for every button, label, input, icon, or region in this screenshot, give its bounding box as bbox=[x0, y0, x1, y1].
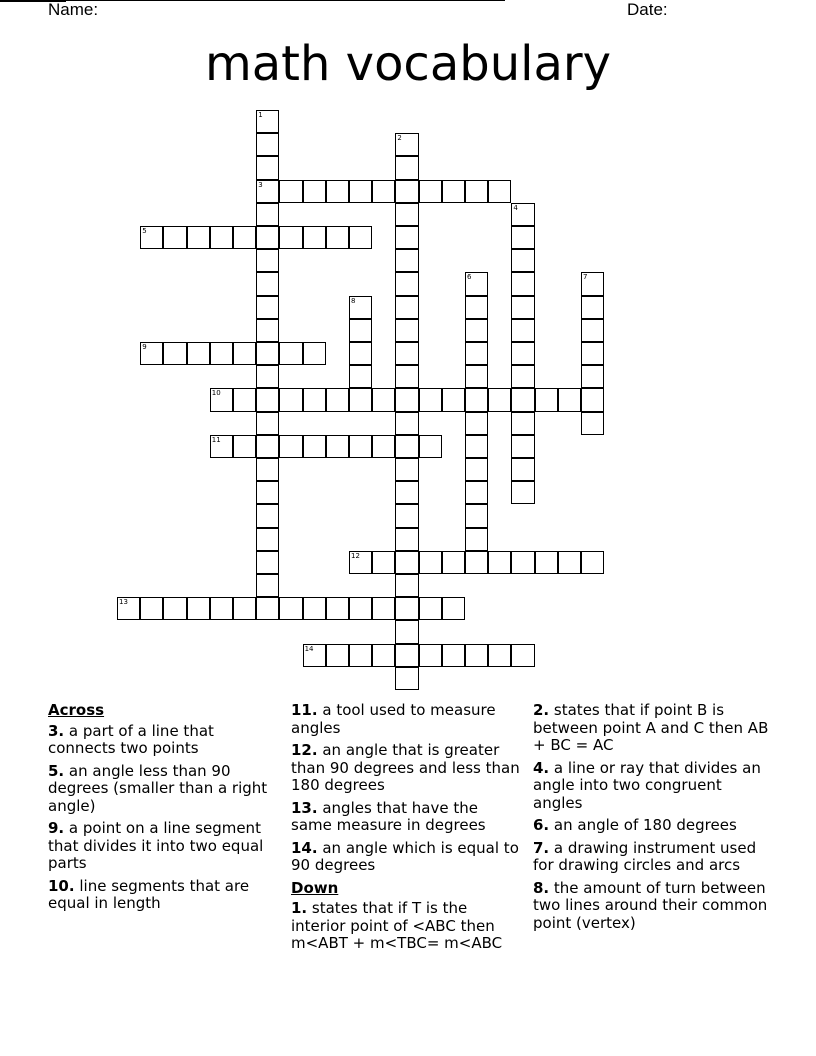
crossword-cell[interactable] bbox=[395, 203, 418, 226]
crossword-cell[interactable] bbox=[511, 644, 534, 667]
crossword-cell[interactable] bbox=[488, 180, 511, 203]
crossword-cell[interactable] bbox=[465, 365, 488, 388]
crossword-cell[interactable] bbox=[395, 296, 418, 319]
crossword-cell[interactable] bbox=[256, 319, 279, 342]
name-label: Name: bbox=[48, 0, 99, 19]
crossword-cell[interactable] bbox=[511, 272, 534, 295]
clue-number: 5 bbox=[142, 227, 147, 235]
crossword-cell[interactable] bbox=[395, 156, 418, 179]
crossword-cell[interactable] bbox=[140, 597, 163, 620]
clue-across-14: 14. an angle which is equal to 90 degrees bbox=[291, 838, 519, 874]
crossword-cell[interactable] bbox=[395, 180, 418, 203]
crossword-cell[interactable] bbox=[395, 481, 418, 504]
crossword-cell[interactable] bbox=[511, 342, 534, 365]
crossword-cell[interactable] bbox=[465, 551, 488, 574]
crossword-cell[interactable] bbox=[256, 272, 279, 295]
crossword-cell[interactable] bbox=[511, 481, 534, 504]
crossword-cell[interactable] bbox=[256, 528, 279, 551]
crossword-cell[interactable] bbox=[442, 644, 465, 667]
crossword-cell[interactable] bbox=[256, 504, 279, 527]
crossword-cell[interactable] bbox=[372, 388, 395, 411]
clues-column-3 bbox=[533, 702, 769, 937]
crossword-cell[interactable] bbox=[581, 319, 604, 342]
crossword-cell[interactable] bbox=[349, 597, 372, 620]
crossword-cell[interactable] bbox=[395, 528, 418, 551]
crossword-cell[interactable] bbox=[326, 226, 349, 249]
crossword-cell[interactable] bbox=[279, 597, 302, 620]
crossword-cell[interactable] bbox=[372, 435, 395, 458]
crossword-cell[interactable] bbox=[395, 597, 418, 620]
crossword-cell[interactable] bbox=[303, 226, 326, 249]
crossword-cell[interactable] bbox=[256, 481, 279, 504]
clue-down-4: 4. a line or ray that divides an angle into two congruent angles bbox=[533, 758, 761, 812]
clue-across-13: 13. angles that have the same measure in degrees bbox=[291, 798, 486, 834]
crossword-cell[interactable] bbox=[558, 551, 581, 574]
clue-number: 4 bbox=[513, 203, 518, 212]
clue-down-8: 8. the amount of turn between two lines around their common point (vertex) bbox=[533, 878, 768, 932]
crossword-cell[interactable] bbox=[303, 435, 326, 458]
crossword-cell[interactable] bbox=[349, 180, 372, 203]
crossword-cell[interactable] bbox=[256, 249, 279, 272]
crossword-cell[interactable] bbox=[395, 365, 418, 388]
crossword-cell[interactable] bbox=[233, 388, 256, 411]
crossword-cell[interactable] bbox=[256, 226, 279, 249]
crossword-cell[interactable] bbox=[256, 296, 279, 319]
crossword-cell[interactable] bbox=[372, 180, 395, 203]
crossword-cell[interactable] bbox=[163, 342, 186, 365]
down-heading: Down bbox=[291, 878, 339, 897]
crossword-cell[interactable] bbox=[256, 342, 279, 365]
crossword-cell[interactable] bbox=[419, 180, 442, 203]
crossword-cell[interactable] bbox=[581, 365, 604, 388]
clue-across-9: 9. a point on a line segment that divides it into two equal parts bbox=[48, 819, 264, 872]
crossword-cell[interactable] bbox=[511, 388, 534, 411]
crossword-cell[interactable] bbox=[395, 249, 418, 272]
clue-number: 9 bbox=[142, 343, 147, 351]
clue-number: 10 bbox=[211, 389, 221, 398]
crossword-cell[interactable] bbox=[326, 435, 349, 458]
crossword-cell[interactable] bbox=[419, 551, 442, 574]
crossword-cell[interactable] bbox=[210, 226, 233, 249]
crossword-cell[interactable] bbox=[210, 597, 233, 620]
crossword-cell[interactable] bbox=[488, 551, 511, 574]
crossword-cell[interactable] bbox=[256, 203, 279, 226]
crossword-cell[interactable] bbox=[279, 342, 302, 365]
crossword-cell[interactable] bbox=[581, 412, 604, 435]
crossword-cell[interactable] bbox=[326, 388, 349, 411]
crossword-cell[interactable] bbox=[256, 458, 279, 481]
crossword-cell[interactable] bbox=[372, 644, 395, 667]
crossword-cell[interactable] bbox=[303, 388, 326, 411]
clue-across-11: 11. a tool used to measure angles bbox=[291, 701, 496, 737]
crossword-cell[interactable] bbox=[349, 319, 372, 342]
crossword-cell[interactable] bbox=[581, 342, 604, 365]
crossword-cell[interactable] bbox=[349, 226, 372, 249]
crossword-cell[interactable] bbox=[465, 504, 488, 527]
crossword-cell[interactable] bbox=[326, 644, 349, 667]
crossword-cell[interactable] bbox=[395, 226, 418, 249]
crossword-cell[interactable] bbox=[279, 388, 302, 411]
crossword-cell[interactable] bbox=[465, 644, 488, 667]
crossword-cell[interactable] bbox=[395, 504, 418, 527]
clue-number: 2 bbox=[397, 134, 402, 143]
crossword-cell[interactable] bbox=[395, 551, 418, 574]
crossword-cell[interactable] bbox=[535, 388, 558, 411]
clue-down-1: 1. states that if T is the interior point of <ABC then m<ABT + m<TBC= m<ABC bbox=[291, 899, 503, 952]
crossword-cell[interactable] bbox=[163, 226, 186, 249]
crossword-cell[interactable] bbox=[581, 551, 604, 574]
crossword-cell[interactable] bbox=[465, 180, 488, 203]
crossword-cell[interactable] bbox=[465, 458, 488, 481]
crossword-cell[interactable] bbox=[488, 388, 511, 411]
crossword-cell[interactable] bbox=[395, 667, 418, 690]
crossword-cell[interactable] bbox=[465, 342, 488, 365]
crossword-cell[interactable] bbox=[511, 435, 534, 458]
clue-down-6: 6. an angle of 180 degrees bbox=[533, 816, 737, 834]
crossword-cell[interactable] bbox=[233, 226, 256, 249]
crossword-cell[interactable] bbox=[303, 342, 326, 365]
clue-down-7: 7. a drawing instrument used for drawing circles and arcs bbox=[533, 838, 757, 874]
crossword-cell[interactable] bbox=[511, 551, 534, 574]
crossword-cell[interactable] bbox=[395, 620, 418, 643]
crossword-cell[interactable] bbox=[419, 644, 442, 667]
clue-number: 6 bbox=[467, 273, 472, 282]
crossword-cell[interactable] bbox=[581, 296, 604, 319]
crossword-cell[interactable] bbox=[558, 388, 581, 411]
crossword-cell[interactable] bbox=[395, 272, 418, 295]
crossword-cell[interactable] bbox=[279, 226, 302, 249]
crossword-cell[interactable] bbox=[581, 388, 604, 411]
clue-across-3: 3. a part of a line that connects two points bbox=[48, 721, 214, 757]
clue-number: 7 bbox=[583, 273, 588, 282]
crossword-cell[interactable] bbox=[233, 435, 256, 458]
crossword-cell[interactable] bbox=[279, 180, 302, 203]
clue-across-12: 12. an angle that is greater than 90 degrees and less than 180 degrees bbox=[291, 741, 520, 794]
crossword-cell[interactable] bbox=[465, 481, 488, 504]
crossword-cell[interactable] bbox=[511, 365, 534, 388]
clues-column-2 bbox=[291, 702, 523, 958]
crossword-cell[interactable] bbox=[419, 388, 442, 411]
clue-number: 12 bbox=[351, 551, 360, 560]
clue-down-2: 2. states that if point B is between point A and C then AB + BC = AC bbox=[533, 701, 769, 754]
crossword-cell[interactable] bbox=[465, 388, 488, 411]
crossword-cell[interactable] bbox=[535, 551, 558, 574]
crossword-cell[interactable] bbox=[372, 597, 395, 620]
crossword-cell[interactable] bbox=[395, 458, 418, 481]
crossword-cell[interactable] bbox=[395, 435, 418, 458]
crossword-cell[interactable] bbox=[163, 597, 186, 620]
crossword-cell[interactable] bbox=[256, 551, 279, 574]
crossword-cell[interactable] bbox=[442, 597, 465, 620]
crossword-cell[interactable] bbox=[210, 342, 233, 365]
crossword-cell[interactable] bbox=[256, 388, 279, 411]
crossword-cell[interactable] bbox=[256, 574, 279, 597]
crossword-cell[interactable] bbox=[326, 597, 349, 620]
crossword-cell[interactable] bbox=[395, 644, 418, 667]
crossword-cell[interactable] bbox=[465, 528, 488, 551]
date-label: Date: bbox=[627, 0, 668, 19]
clue-number: 1 bbox=[258, 111, 263, 119]
crossword-cell[interactable] bbox=[256, 597, 279, 620]
clue-number: 8 bbox=[351, 296, 356, 305]
crossword-cell[interactable] bbox=[442, 388, 465, 411]
crossword-cell[interactable] bbox=[395, 574, 418, 597]
crossword-cell[interactable] bbox=[233, 597, 256, 620]
clue-across-10: 10. line segments that are equal in length bbox=[48, 876, 250, 912]
crossword-cell[interactable] bbox=[442, 180, 465, 203]
crossword-cell[interactable] bbox=[511, 412, 534, 435]
crossword-cell[interactable] bbox=[303, 180, 326, 203]
crossword-cell[interactable] bbox=[256, 156, 279, 179]
crossword-cell[interactable] bbox=[395, 319, 418, 342]
clues-column-1 bbox=[48, 702, 284, 918]
crossword-cell[interactable] bbox=[395, 412, 418, 435]
clue-across-5: 5. an angle less than 90 degrees (smaller than a right angle) bbox=[48, 761, 268, 815]
crossword-cell[interactable] bbox=[187, 597, 210, 620]
crossword-cell[interactable] bbox=[372, 551, 395, 574]
crossword-cell[interactable] bbox=[488, 644, 511, 667]
crossword-cell[interactable] bbox=[187, 226, 210, 249]
clue-number: 3 bbox=[258, 180, 263, 189]
crossword-cell[interactable] bbox=[303, 597, 326, 620]
crossword-cell[interactable] bbox=[256, 133, 279, 156]
crossword-cell[interactable] bbox=[419, 597, 442, 620]
crossword-cell[interactable] bbox=[395, 342, 418, 365]
crossword-cell[interactable] bbox=[187, 342, 210, 365]
crossword-cell[interactable] bbox=[349, 342, 372, 365]
crossword-cell[interactable] bbox=[465, 319, 488, 342]
crossword-cell[interactable] bbox=[256, 435, 279, 458]
crossword-cell[interactable] bbox=[349, 644, 372, 667]
clue-number: 13 bbox=[119, 598, 128, 607]
crossword-cell[interactable] bbox=[511, 458, 534, 481]
across-heading: Across bbox=[48, 701, 105, 719]
crossword-cell[interactable] bbox=[465, 412, 488, 435]
crossword-cell[interactable] bbox=[511, 226, 534, 249]
crossword-cell[interactable] bbox=[349, 365, 372, 388]
crossword-cell[interactable] bbox=[395, 388, 418, 411]
crossword-cell[interactable] bbox=[349, 388, 372, 411]
crossword-cell[interactable] bbox=[465, 435, 488, 458]
crossword-cell[interactable] bbox=[419, 435, 442, 458]
crossword-cell[interactable] bbox=[326, 180, 349, 203]
clue-number: 14 bbox=[304, 644, 314, 653]
crossword-cell[interactable] bbox=[511, 249, 534, 272]
crossword-cell[interactable] bbox=[256, 365, 279, 388]
crossword-cell[interactable] bbox=[233, 342, 256, 365]
clue-number: 11 bbox=[211, 435, 221, 444]
crossword-cell[interactable] bbox=[511, 296, 534, 319]
crossword-cell[interactable] bbox=[465, 296, 488, 319]
crossword-cell[interactable] bbox=[442, 551, 465, 574]
page-title: math vocabulary bbox=[204, 36, 612, 92]
crossword-cell[interactable] bbox=[279, 435, 302, 458]
crossword-cell[interactable] bbox=[511, 319, 534, 342]
crossword-cell[interactable] bbox=[349, 435, 372, 458]
crossword-cell[interactable] bbox=[256, 412, 279, 435]
